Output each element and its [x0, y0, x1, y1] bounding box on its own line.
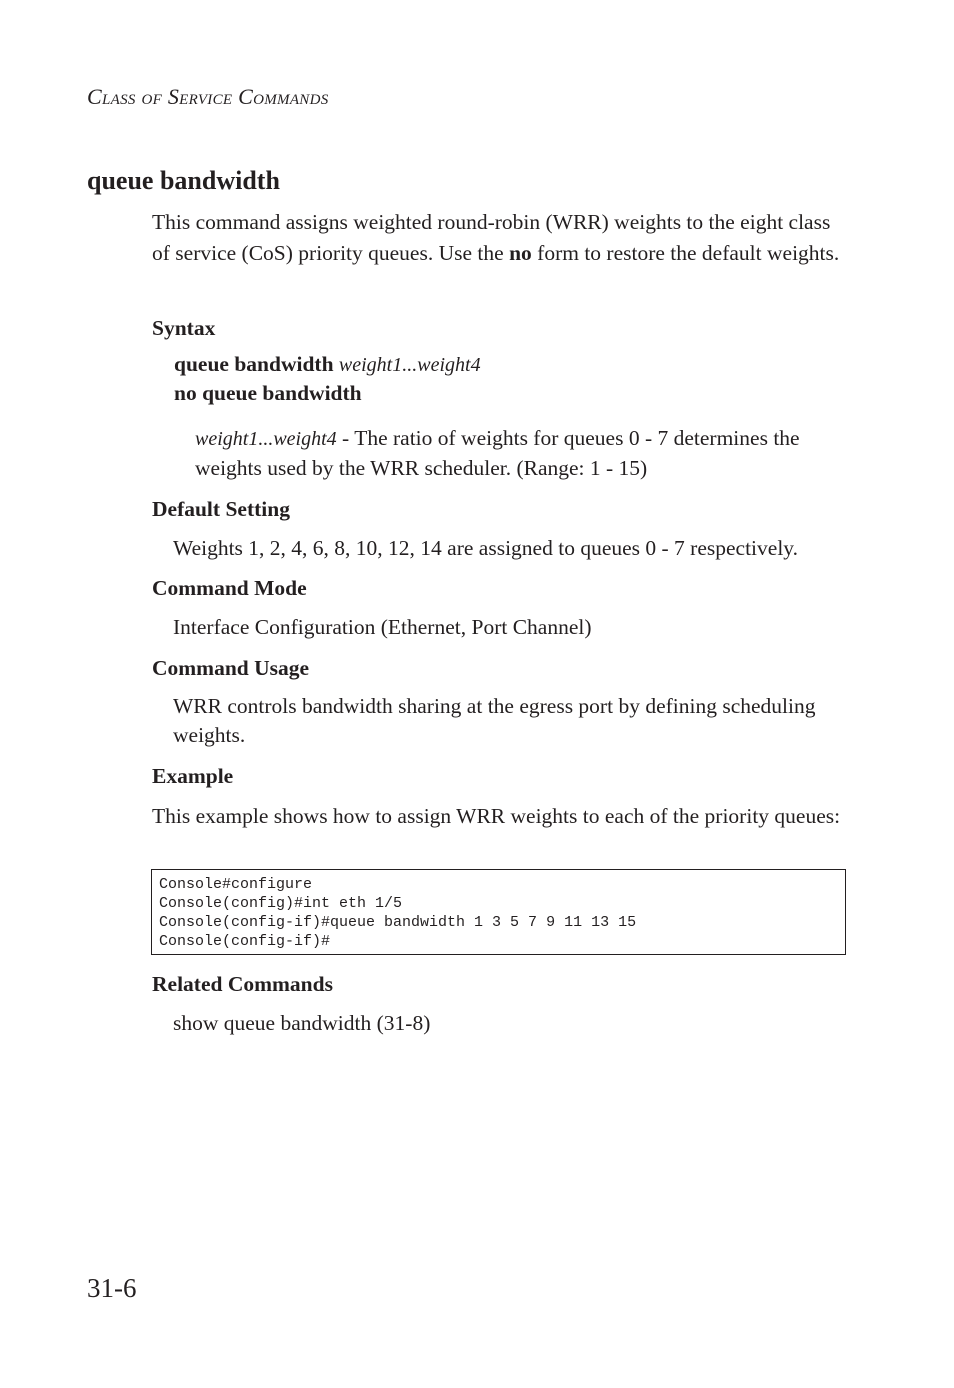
example-text: This example shows how to assign WRR weights to each of the priority queues:: [152, 804, 841, 828]
running-head: Class of Service Commands: [87, 84, 329, 109]
code-line: Console(config)#int eth 1/5: [159, 895, 403, 912]
code-example-box: [151, 869, 846, 955]
syntax-line-1: [174, 352, 481, 377]
intro-paragraph: [152, 207, 852, 269]
default-setting-text: Weights 1, 2, 4, 6, 8, 10, 12, 14 are assigned to queues 0 - 7 respectively.: [173, 536, 799, 560]
intro-text-after: form to restore the default weights.: [531, 241, 840, 265]
parameter-name: weight1...weight4: [195, 428, 337, 450]
related-command-link[interactable]: show queue bandwidth (31-8): [173, 1011, 431, 1035]
example-heading: Example: [152, 764, 234, 788]
command-usage-heading: Command Usage: [152, 656, 310, 680]
command-mode-heading: Command Mode: [152, 576, 307, 600]
parameter-description: [195, 424, 855, 483]
code-line: Console(config-if)#queue bandwidth 1 3 5 7 9 11 13 15: [159, 914, 637, 931]
command-title: queue bandwidth: [87, 166, 280, 195]
code-line: Console(config-if)#: [159, 933, 331, 950]
parameter-text: - The ratio of weights for queues 0 - 7 determines the weights used by the WRR scheduler. (Range: 1 - 15): [195, 426, 800, 480]
related-commands-heading: Related Commands: [152, 972, 333, 996]
default-setting-heading: Default Setting: [152, 497, 290, 521]
syntax-line-2: no queue bandwidth: [174, 381, 362, 405]
syntax-heading: Syntax: [152, 316, 216, 340]
code-line: Console#configure: [159, 876, 313, 893]
syntax-command: queue bandwidth: [174, 352, 334, 376]
command-mode-text: Interface Configuration (Ethernet, Port Channel): [173, 615, 592, 639]
intro-text-before: This command assigns weighted round-robin (WRR) weights to the eight class of service (CoS) priority queues. Use the: [152, 210, 831, 265]
command-usage-text: WRR controls bandwidth sharing at the egress port by defining scheduling weights.: [173, 694, 816, 747]
intro-text-bold: no: [509, 241, 532, 265]
page-number: 31-6: [87, 1273, 137, 1303]
syntax-parameter: weight1...weight4: [338, 354, 481, 376]
